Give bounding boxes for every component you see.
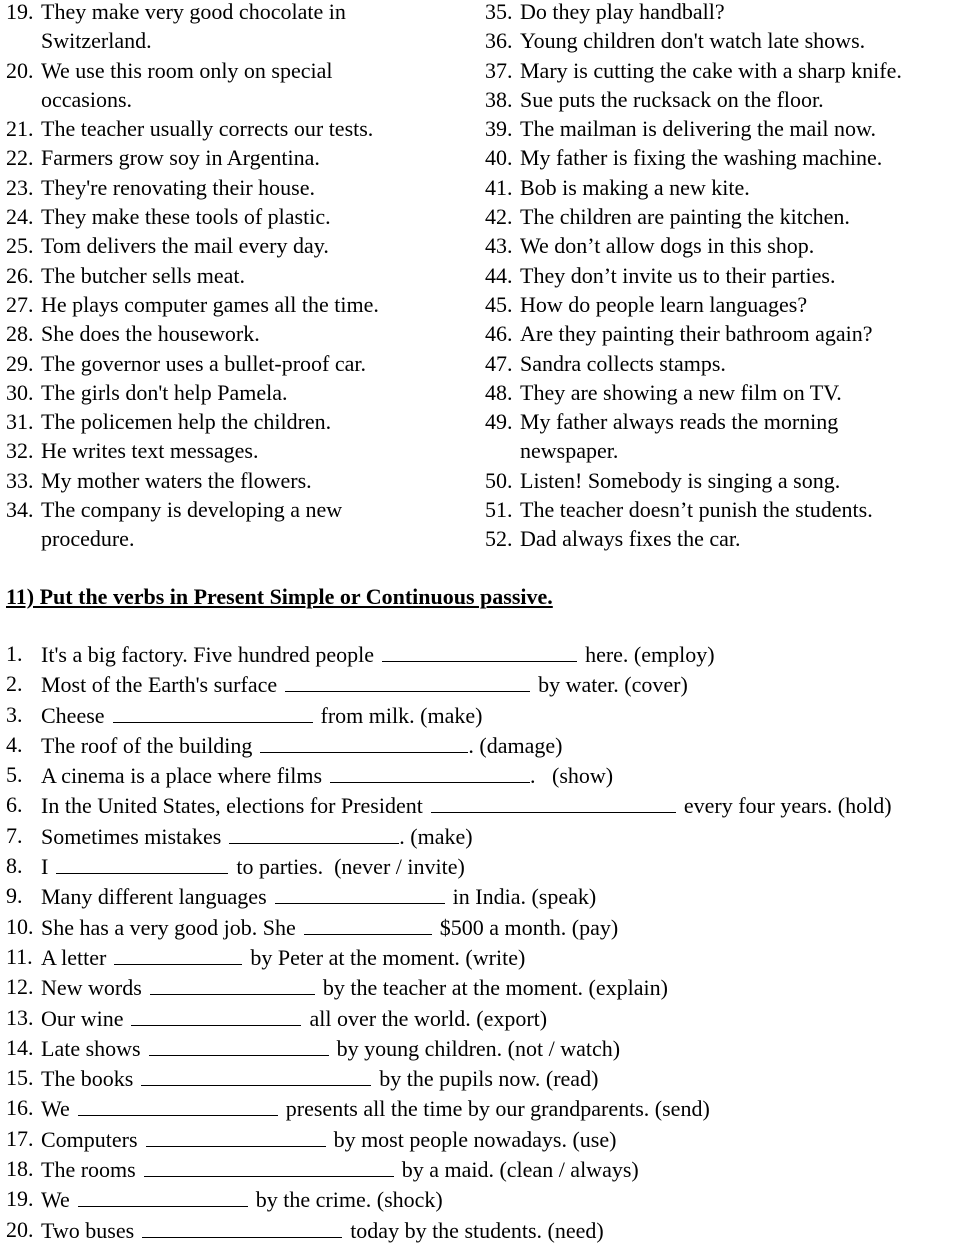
item-number: 48. [485,379,513,405]
exercise-text-after: by water. (cover) [538,672,688,698]
sentence-text: The mailman is delivering the mail now. [520,116,876,142]
item-number: 14. [6,1034,34,1060]
exercise-item [6,1063,956,1093]
item-number: 17. [6,1125,34,1151]
sentence-text: They don’t invite us to their parties. [520,262,836,288]
exercise-item [6,1003,956,1033]
sentence-line [6,495,476,524]
answer-blank[interactable] [146,1124,326,1147]
answer-blank[interactable] [131,1003,301,1026]
sentence-line [6,143,476,172]
exercise-item [6,1184,956,1214]
sentence-line [6,114,476,143]
exercise-text-after: $500 a month. (pay) [439,914,619,940]
answer-blank[interactable] [150,972,315,995]
sentence-line [6,319,476,348]
exercise-text-before: The rooms [41,1157,136,1183]
item-number: 34. [6,497,34,523]
exercise-text-after: today by the students. (need) [350,1217,604,1243]
exercise-text-before: Sometimes mistakes [41,823,222,849]
item-number: 31. [6,409,34,435]
item-number: 8. [6,853,23,879]
item-number: 26. [6,262,34,288]
item-number: 49. [485,409,513,435]
exercise-text-before: Late shows [41,1035,141,1061]
exercise-text-before: Our wine [41,1005,124,1031]
sentence-line [6,56,476,85]
sentence-text: Are they painting their bathroom again? [520,321,873,347]
exercise-text-after: . (damage) [468,732,563,758]
sentence-line [6,524,476,553]
item-number: 37. [485,57,513,83]
answer-blank[interactable] [229,821,399,844]
exercise-item [6,851,956,881]
item-number: 24. [6,204,34,230]
sentence-line [6,0,476,26]
exercise-item [6,881,956,911]
item-number: 30. [6,379,34,405]
exercise-item [6,730,956,760]
sentence-text: My mother waters the flowers. [41,467,312,493]
item-number: 39. [485,116,513,142]
item-number: 42. [485,204,513,230]
sentence-line [485,524,960,553]
exercise-text-before: We [41,1096,70,1122]
sentence-text: We use this room only on special [41,57,333,83]
exercise-item [6,821,956,851]
item-number: 18. [6,1156,34,1182]
exercise-text-after: here. (employ) [585,642,715,667]
sentence-line [485,319,960,348]
exercise-text-after: by young children. (not / watch) [336,1035,621,1061]
item-number: 28. [6,321,34,347]
exercise-text-before: It's a big factory. Five hundred people [41,642,375,667]
sentence-text: Sandra collects stamps. [520,350,726,376]
item-number: 3. [6,701,23,727]
sentence-line [6,85,476,114]
sentence-text: My father always reads the morning [520,409,839,435]
item-number: 22. [6,145,34,171]
sentence-line [6,202,476,231]
item-number: 21. [6,116,34,142]
item-number [6,85,41,114]
answer-blank[interactable] [431,790,676,813]
answer-blank[interactable] [330,760,530,783]
item-number: 19. [6,0,34,24]
exercise-text-after: in India. (speak) [452,884,597,910]
exercise-text-after: by a maid. (clean / always) [401,1157,639,1183]
item-number: 25. [6,233,34,259]
answer-blank[interactable] [144,1154,394,1177]
exercise-text-after: to parties. (never / invite) [236,854,465,880]
sentence-line [6,349,476,378]
exercise-text-before: Two buses [41,1217,135,1243]
sentence-text: The girls don't help Pamela. [41,379,288,405]
sentence-text: They are showing a new film on TV. [520,379,842,405]
exercise-text-after: . (show) [530,763,614,789]
item-number: 19. [6,1186,34,1212]
sentence-line [485,85,960,114]
exercise-text-after: by most people nowadays. (use) [333,1126,617,1152]
sentence-text: My father is fixing the washing machine. [520,145,883,171]
exercise-text-after: presents all the time by our grandparents. (send) [285,1096,710,1122]
sentence-line [485,349,960,378]
exercise-item [6,1033,956,1063]
item-number [6,26,41,55]
exercise-text-before: I [41,854,49,880]
sentence-text: The butcher sells meat. [41,262,246,288]
answer-blank[interactable] [149,1033,329,1056]
exercise-text-after: by the pupils now. (read) [379,1066,599,1092]
exercise-text-before: She has a very good job. She [41,914,296,940]
sentence-line [6,231,476,260]
sentence-text: They're renovating their house. [41,174,315,200]
item-number: 4. [6,731,23,757]
item-number: 13. [6,1004,34,1030]
exercise-item [6,1215,956,1245]
sentence-text: Do they play handball? [520,0,725,24]
exercise-text-before: A letter [41,944,107,970]
item-number: 23. [6,174,34,200]
exercise-item [6,912,956,942]
item-number: 32. [6,438,34,464]
item-number: 51. [485,497,513,523]
exercise-text-before: New words [41,975,142,1001]
answer-blank[interactable] [78,1093,278,1116]
sentence-line [485,173,960,202]
exercise-text-after: by the teacher at the moment. (explain) [322,975,668,1001]
sentence-text: They make very good chocolate in [41,0,346,24]
exercise-item [6,942,956,972]
sentence-line [485,261,960,290]
item-number: 33. [6,467,34,493]
exercise-item [6,972,956,1002]
answer-blank[interactable] [142,1215,342,1238]
exercise-item [6,760,956,790]
exercise-text-after: by the crime. (shock) [255,1187,443,1213]
sentence-line [485,407,960,436]
sentence-line [485,143,960,172]
exercise-text-before: A cinema is a place where films [41,763,323,789]
exercise-text-before: The roof of the building [41,732,253,758]
answer-blank[interactable] [285,669,530,692]
sentence-text: Mary is cutting the cake with a sharp knife. [520,57,902,83]
sentence-line [485,290,960,319]
exercise-text-before: Cheese [41,702,105,728]
item-number: 29. [6,350,34,376]
sentence-text: The governor uses a bullet-proof car. [41,350,366,376]
item-number: 12. [6,974,34,1000]
item-number: 41. [485,174,513,200]
answer-blank[interactable] [275,881,445,904]
exercise-item [6,700,956,730]
item-number: 7. [6,822,23,848]
sentence-text: The teacher doesn’t punish the students. [520,497,873,523]
exercise-text-after: every four years. (hold) [683,793,892,819]
sentence-text: The company is developing a new [41,497,343,523]
item-number: 44. [485,262,513,288]
answer-blank[interactable] [260,730,468,753]
item-number: 11. [6,943,33,969]
exercise-list [6,639,956,1245]
sentence-line [485,436,960,465]
sentence-text: He plays computer games all the time. [41,291,379,317]
sentence-text: He writes text messages. [41,438,259,464]
sentence-text: Switzerland. [41,28,152,54]
sentence-line [6,290,476,319]
item-number: 50. [485,467,513,493]
sentence-text: occasions. [41,86,133,112]
answer-blank[interactable] [114,942,242,965]
exercise-text-after: by Peter at the moment. (write) [250,944,526,970]
sentence-text: She does the housework. [41,321,260,347]
item-number: 6. [6,792,23,818]
section-title: 11) Put the verbs in Present Simple or Continuous passive. [6,584,553,609]
sentence-text: The children are painting the kitchen. [520,204,850,230]
sentence-text: How do people learn languages? [520,291,808,317]
item-number: 36. [485,28,513,54]
sentence-line [485,495,960,524]
sentence-line [485,56,960,85]
exercise-text-before: Most of the Earth's surface [41,672,278,698]
answer-blank[interactable] [113,700,313,723]
sentence-line [485,231,960,260]
answer-blank[interactable] [78,1184,248,1207]
item-number: 16. [6,1095,34,1121]
exercise-item [6,1154,956,1184]
exercise-text-before: Many different languages [41,884,267,910]
left-sentence-column [6,0,476,554]
exercise-item [6,790,956,820]
item-number: 35. [485,0,513,24]
sentence-text: We don’t allow dogs in this shop. [520,233,815,259]
answer-blank[interactable] [382,639,577,662]
sentence-text: newspaper. [520,438,619,464]
item-number: 47. [485,350,513,376]
item-number: 20. [6,57,34,83]
item-number: 38. [485,86,513,112]
sentence-line [6,378,476,407]
exercise-item [6,1093,956,1123]
item-number: 15. [6,1065,34,1091]
sentence-text: They make these tools of plastic. [41,204,331,230]
item-number: 2. [6,671,23,697]
exercise-item [6,669,956,699]
sentence-line [6,436,476,465]
sentence-text: The policemen help the children. [41,409,332,435]
item-number: 46. [485,321,513,347]
answer-blank[interactable] [141,1063,371,1086]
exercise-text-after: from milk. (make) [320,702,483,728]
sentence-text: Tom delivers the mail every day. [41,233,329,259]
exercise-text-before: In the United States, elections for President [41,793,423,819]
sentence-line [6,173,476,202]
item-number: 40. [485,145,513,171]
sentence-line [6,407,476,436]
exercise-text-before: We [41,1187,70,1213]
sentence-line [485,0,960,26]
sentence-text: Bob is making a new kite. [520,174,750,200]
right-sentence-column [485,0,960,554]
exercise-item [6,1124,956,1154]
exercise-text-before: Computers [41,1126,138,1152]
item-number: 10. [6,913,34,939]
item-number: 5. [6,762,23,788]
sentence-text: Listen! Somebody is singing a song. [520,467,841,493]
item-number: 52. [485,526,513,552]
exercise-text-after: all over the world. (export) [309,1005,548,1031]
item-number [485,436,520,465]
sentence-line [485,378,960,407]
item-number [6,524,41,553]
exercise-text-after: . (make) [399,823,473,849]
answer-blank[interactable] [304,912,432,935]
exercise-text-before: The books [41,1066,134,1092]
sentence-line [6,466,476,495]
sentence-text: The teacher usually corrects our tests. [41,116,374,142]
sentence-text: Farmers grow soy in Argentina. [41,145,320,171]
item-number: 1. [6,641,23,666]
sentence-line [485,202,960,231]
sentence-line [6,26,476,55]
sentence-text: Sue puts the rucksack on the floor. [520,86,824,112]
sentence-line [6,261,476,290]
sentence-line [485,26,960,55]
item-number: 9. [6,883,23,909]
item-number: 45. [485,291,513,317]
sentence-text: procedure. [41,526,135,552]
sentence-text: Young children don't watch late shows. [520,28,866,54]
item-number: 27. [6,291,34,317]
sentence-line [485,114,960,143]
answer-blank[interactable] [56,851,228,874]
item-number: 43. [485,233,513,259]
item-number: 20. [6,1216,34,1242]
sentence-text: Dad always fixes the car. [520,526,741,552]
sentence-line [485,466,960,495]
exercise-item [6,639,956,669]
